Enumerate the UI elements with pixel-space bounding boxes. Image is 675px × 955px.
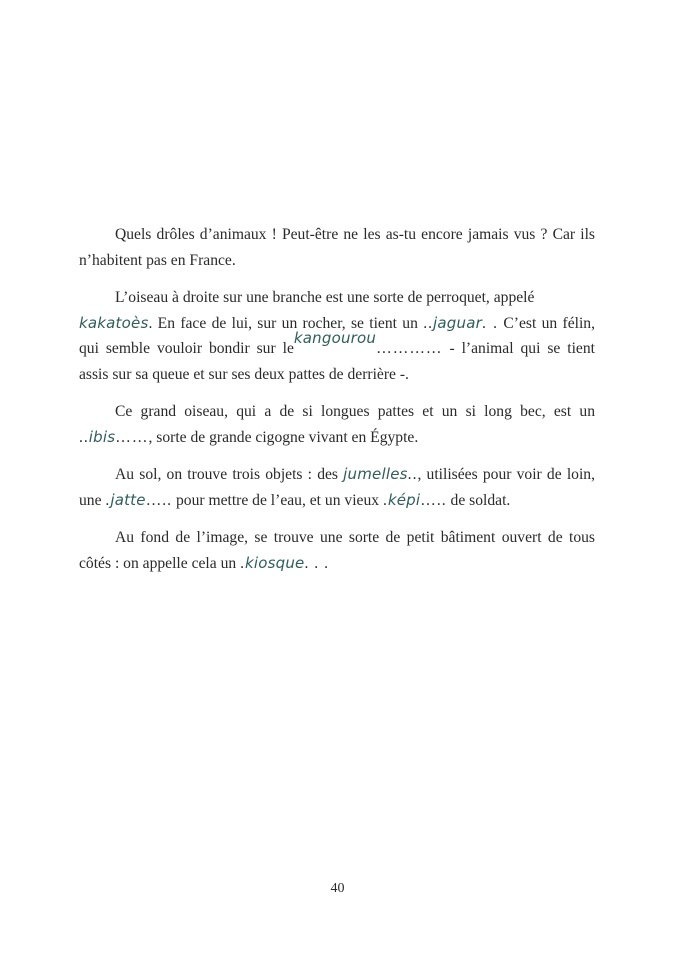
answer-kakatoes: kakatoès	[79, 313, 149, 332]
p5-text-1: Au fond de l’image, se trouve une sorte de petit bâtiment ouvert de tous côtés : on appelle cela un	[79, 529, 595, 572]
dots-kepi-after: …..	[420, 491, 447, 509]
dots-jumelles-after: ..	[407, 466, 418, 483]
answer-jumelles: jumelles	[343, 465, 408, 483]
dots-jatte-before: .	[105, 491, 111, 509]
answer-kiosque: kiosque	[244, 553, 305, 572]
p2-text-0: L’oiseau à droite sur une branche est une sorte de perroquet, appelé	[115, 289, 535, 306]
dots-ibis-after: ……	[115, 428, 149, 446]
page-number: 40	[330, 881, 345, 896]
p4-text-1: Au sol, on trouve trois objets : des	[115, 466, 344, 483]
answer-kepi: képi	[387, 490, 421, 509]
p2-text-2: C’est un félin, qui semble vouloir bondir sur le	[79, 314, 595, 357]
paragraph-5	[79, 525, 595, 576]
paragraph-4	[79, 462, 595, 513]
paragraph-2	[79, 285, 595, 387]
dots-kiosque-after: . . .	[304, 554, 329, 572]
dots-kepi-before: .	[382, 491, 388, 509]
p2-text-1: . En face de lui, sur un rocher, se tient un	[148, 314, 424, 332]
paragraph-3	[79, 399, 595, 450]
answer-jatte: jatte	[110, 490, 146, 509]
p4-text-4: de soldat.	[446, 491, 511, 509]
p4-text-3: pour mettre de l’eau, et un vieux	[172, 491, 383, 509]
p2-text-3: - l’animal qui se tient assis sur sa queue et sur ses deux pattes de derrière -.	[79, 340, 595, 383]
p4-text-2: , utilisées pour voir de loin, une	[79, 466, 595, 509]
p3-text-1: Ce grand oiseau, qui a de si longues pattes et un si long bec, est un	[115, 403, 595, 420]
paragraph-1	[79, 222, 595, 273]
answer-jaguar: jaguar	[433, 313, 482, 332]
answer-ibis: ibis	[88, 427, 116, 446]
dots-jaguar-before: ..	[423, 314, 433, 332]
dots-kiosque-before: .	[240, 554, 245, 572]
p1-text: Quels drôles d’animaux ! Peut-être ne les as-tu encore jamais vus ? Car ils n’habitent pas en France.	[79, 226, 595, 269]
dots-jaguar-after: . .	[481, 314, 499, 332]
answer-kangourou: kangourou	[293, 329, 377, 347]
dots-ibis-before: ..	[79, 428, 89, 446]
exercise-text	[79, 222, 595, 588]
p3-text-2: , sorte de grande cigogne vivant en Égypte.	[148, 428, 419, 446]
dots-jatte-after: …..	[145, 491, 173, 509]
dots-kangourou: …………	[376, 340, 443, 357]
